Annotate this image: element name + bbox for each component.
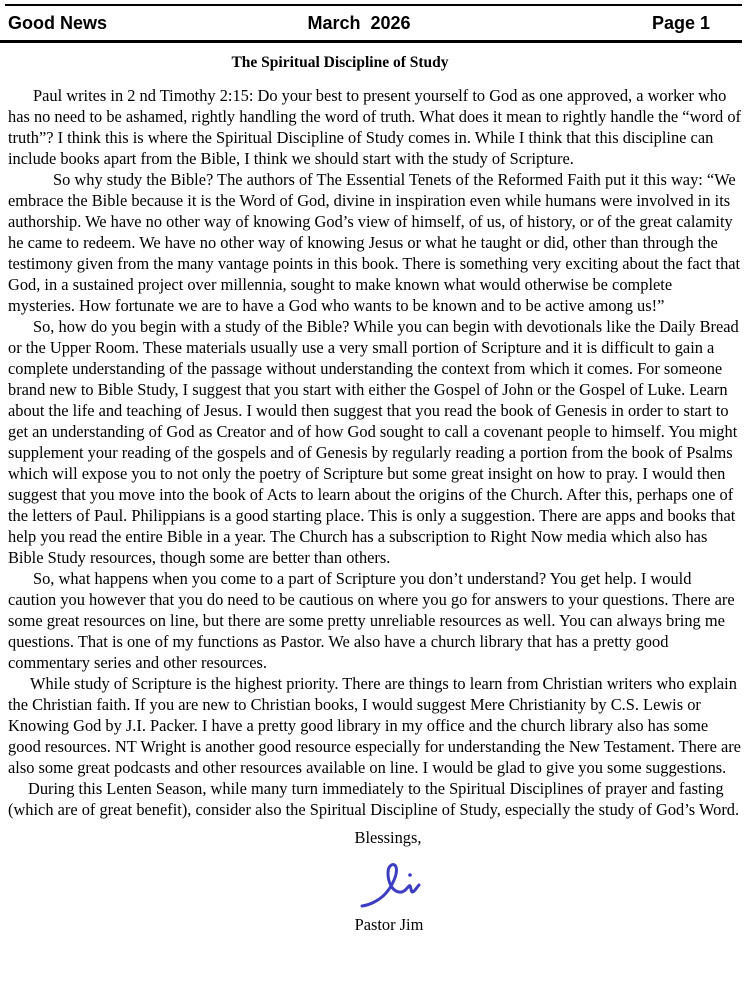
article-paragraph: So, what happens when you come to a part of Scripture you don’t understand? You get help. I would caution you however that you do need to be cautious on where you go for answers to your questions. There are some great resources on line, but there are some pretty unreliable resources as well. You can always bring me questions. That is one of my functions as Pastor. We also have a church library that has a pretty good commentary series and other resources. xyxy=(8,569,735,672)
masthead-rule xyxy=(0,40,742,43)
signed-by: Pastor Jim xyxy=(354,915,424,934)
salutation: Blessings, xyxy=(354,828,422,847)
article-paragraph: So why study the Bible? The authors of The Essential Tenets of the Reformed Faith put it this way: “We embrace the Bible because it is the Word of God, divine in inspiration even while humans were involved in its authorship. We have no other way of knowing God’s view of himself, of us, of history, or of the great calamity he came to redeem. We have no other way of knowing Jesus or what he taught or did, other than through the testimony given from the many vantage points in this book. There is something very exciting about the fact that God, in a sustained project over millennia, sought to make known what would otherwise be complete mysteries. How fortunate we are to have a God who wants to be known and to be active among us!” xyxy=(8,170,741,315)
masthead xyxy=(0,6,749,40)
article-paragraph: During this Lenten Season, while many turn immediately to the Spiritual Disciplines of prayer and fasting (which are of great benefit), consider also the Spiritual Discipline of Study, especially the study of God’s Word. xyxy=(8,779,740,819)
article-paragraph: Paul writes in 2 nd Timothy 2:15: Do your best to present yourself to God as one approved, a worker who has no need to be ashamed, rightly handling the word of truth. What does it mean to rightly handle the “word of truth”? I think this is where the Spiritual Discipline of Study comes in. While I think that this discipline can include books apart from the Bible, I think we should start with the study of Scripture. xyxy=(8,86,742,168)
page-number: Page 1 xyxy=(651,13,710,33)
article-paragraph: While study of Scripture is the highest priority. There are things to learn from Christian writers who explain the Christian faith. If you are new to Christian books, I would suggest Mere Christianity by C.S. Lewis or Knowing God by J.I. Packer. I have a pretty good library in my office and the church library also has some good resources. NT Wright is another good resource especially for understanding the New Testament. There are also some great podcasts and other resources available on line. I would be glad to give you some suggestions. xyxy=(8,674,741,777)
signature-block xyxy=(0,860,749,912)
article-body xyxy=(8,85,742,820)
newsletter-title: Good News xyxy=(8,13,108,33)
article-title: The Spiritual Discipline of Study xyxy=(231,54,449,71)
pastor-signature-image xyxy=(357,860,437,912)
issue-date: March 2026 xyxy=(307,13,411,33)
article-paragraph: So, how do you begin with a study of the Bible? While you can begin with devotionals like the Daily Bread or the Upper Room. These materials usually use a very small portion of Scripture and it is difficult to gain a complete understanding of the passage without understanding the context from which it comes. For someone brand new to Bible Study, I suggest that you start with either the Gospel of John or the Gospel of Luke. Learn about the life and teaching of Jesus. I would then suggest that you read the book of Genesis in order to start to get an understanding of God as Creator and of how God sought to call a covenant people to himself. You might supplement your reading of the gospels and of Genesis by regularly reading a portion from the book of Psalms which will expose you to not only the poetry of Scripture but some great insight on how to pray. I would then suggest that you move into the book of Acts to learn about the origins of the Church. After this, perhaps one of the letters of Paul. Philippians is a good starting place. This is only a suggestion. There are apps and books that help you read the entire Bible in a year. The Church has a subscription to Right Now media which also has Bible Study resources, though some are better than others. xyxy=(8,317,739,567)
